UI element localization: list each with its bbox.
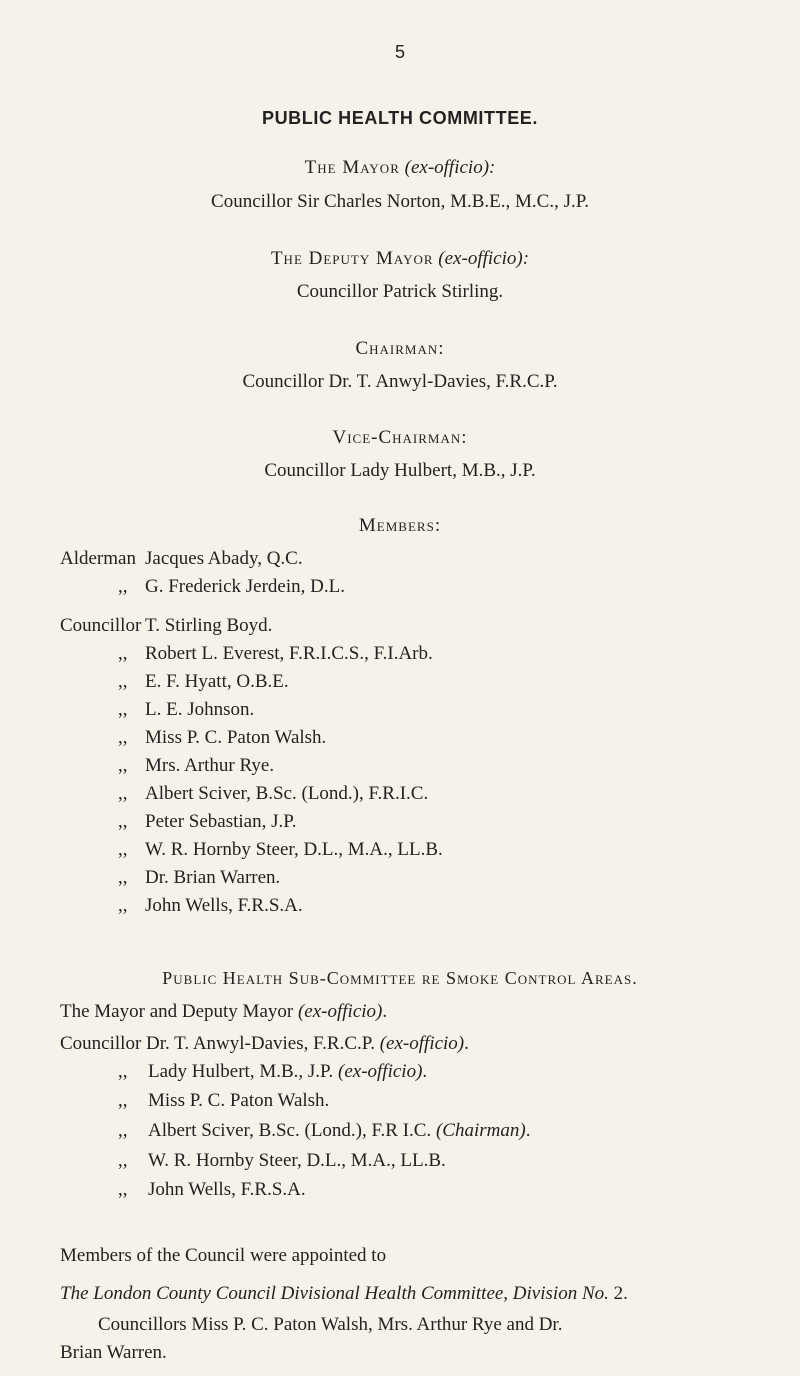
alderman-label: Alderman [60, 548, 136, 569]
chairman-heading: Chairman: [355, 338, 445, 359]
ditto-mark: ,, [118, 1120, 128, 1141]
vice-chairman-heading: Vice-Chairman: [332, 427, 468, 448]
page-title: PUBLIC HEALTH COMMITTEE. [261, 108, 539, 128]
subcommittee-end: . [464, 1033, 469, 1054]
mayor-label: The Mayor [304, 157, 400, 178]
ditto-mark: ,, [118, 755, 128, 776]
member-name: G. Frederick Jerdein, D.L. [145, 576, 345, 597]
subcommittee-end: . [382, 1001, 388, 1022]
appointment-line: Councillors Miss P. C. Paton Walsh, Mrs. Arthur Rye and Dr. [98, 1314, 563, 1335]
subcommittee-heading: Public Health Sub-Committee re Smoke Control Areas. [162, 968, 638, 988]
appointment-body [60, 1283, 628, 1305]
ditto-mark: ,, [118, 1150, 128, 1171]
subcommittee-line [60, 1001, 387, 1023]
members-heading: Members: [358, 515, 442, 536]
member-name: Miss P. C. Paton Walsh. [145, 727, 327, 748]
appointment-intro: Members of the Council were appointed to [60, 1245, 387, 1266]
ditto-mark: ,, [118, 699, 128, 720]
ditto-mark: ,, [118, 643, 128, 664]
member-name: W. R. Hornby Steer, D.L., M.A., LL.B. [145, 839, 443, 860]
member-row [0, 615, 800, 639]
ditto-mark: ,, [118, 1061, 128, 1082]
member-name: Albert Sciver, B.Sc. (Lond.), F.R I.C. [148, 1120, 436, 1141]
member-name: W. R. Hornby Steer, D.L., M.A., LL.B. [148, 1150, 446, 1171]
member-name: Lady Hulbert, M.B., J.P. [148, 1061, 338, 1082]
member-name: Albert Sciver, B.Sc. (Lond.), F.R.I.C. [145, 783, 429, 804]
member-name: John Wells, F.R.S.A. [148, 1179, 306, 1200]
member-name: Jacques Abady, Q.C. [145, 548, 303, 569]
member-end: . [422, 1061, 428, 1082]
division-number: 2. [608, 1283, 628, 1304]
ditto-mark: ,, [118, 783, 128, 804]
deputy-mayor-label: The Deputy Mayor [270, 248, 434, 269]
member-name: Robert L. Everest, F.R.I.C.S., F.I.Arb. [145, 643, 433, 664]
chairman-name: Councillor Dr. T. Anwyl-Davies, F.R.C.P. [242, 371, 558, 392]
councillor-label: Councillor [60, 615, 142, 636]
member-row [0, 576, 800, 600]
ditto-mark: ,, [118, 811, 128, 832]
mayor-role: (ex-officio): [404, 157, 496, 178]
member-name: Peter Sebastian, J.P. [145, 811, 297, 832]
ditto-mark: ,, [118, 895, 128, 916]
subcommittee-role: (ex-officio) [297, 1001, 383, 1022]
member-row [0, 548, 800, 572]
ditto-mark: ,, [118, 727, 128, 748]
committee-name: The London County Council Divisional Health Committee, Division No. [60, 1283, 609, 1304]
appointment-line: Brian Warren. [60, 1342, 167, 1363]
deputy-mayor-name: Councillor Patrick Stirling. [296, 281, 504, 302]
member-name: L. E. Johnson. [145, 699, 255, 720]
member-end: . [525, 1120, 531, 1141]
member-name: Dr. Brian Warren. [145, 867, 281, 888]
vice-chairman-name: Councillor Lady Hulbert, M.B., J.P. [264, 460, 536, 481]
ditto-mark: ,, [118, 839, 128, 860]
deputy-mayor-heading [0, 248, 800, 270]
mayor-heading [0, 157, 800, 179]
mayor-name: Councillor Sir Charles Norton, M.B.E., M.C., J.P. [211, 191, 589, 212]
subcommittee-line [60, 1033, 469, 1055]
subcommittee-text: The Mayor and Deputy Mayor [60, 1001, 298, 1022]
member-name: T. Stirling Boyd. [145, 615, 273, 636]
member-role: (Chairman) [435, 1120, 526, 1141]
member-name: Miss P. C. Paton Walsh. [148, 1090, 330, 1111]
ditto-mark: ,, [118, 576, 128, 597]
page-number: 5 [394, 42, 405, 62]
ditto-mark: ,, [118, 1179, 128, 1200]
subcommittee-text: Councillor Dr. T. Anwyl-Davies, F.R.C.P. [60, 1033, 380, 1054]
deputy-mayor-role: (ex-officio): [438, 248, 530, 269]
ditto-mark: ,, [118, 671, 128, 692]
ditto-mark: ,, [118, 867, 128, 888]
member-role: (ex-officio) [338, 1061, 423, 1082]
subcommittee-role: (ex-officio) [379, 1033, 465, 1054]
member-name: Mrs. Arthur Rye. [145, 755, 275, 776]
ditto-mark: ,, [118, 1090, 128, 1111]
member-name: E. F. Hyatt, O.B.E. [145, 671, 289, 692]
member-name: John Wells, F.R.S.A. [145, 895, 303, 916]
